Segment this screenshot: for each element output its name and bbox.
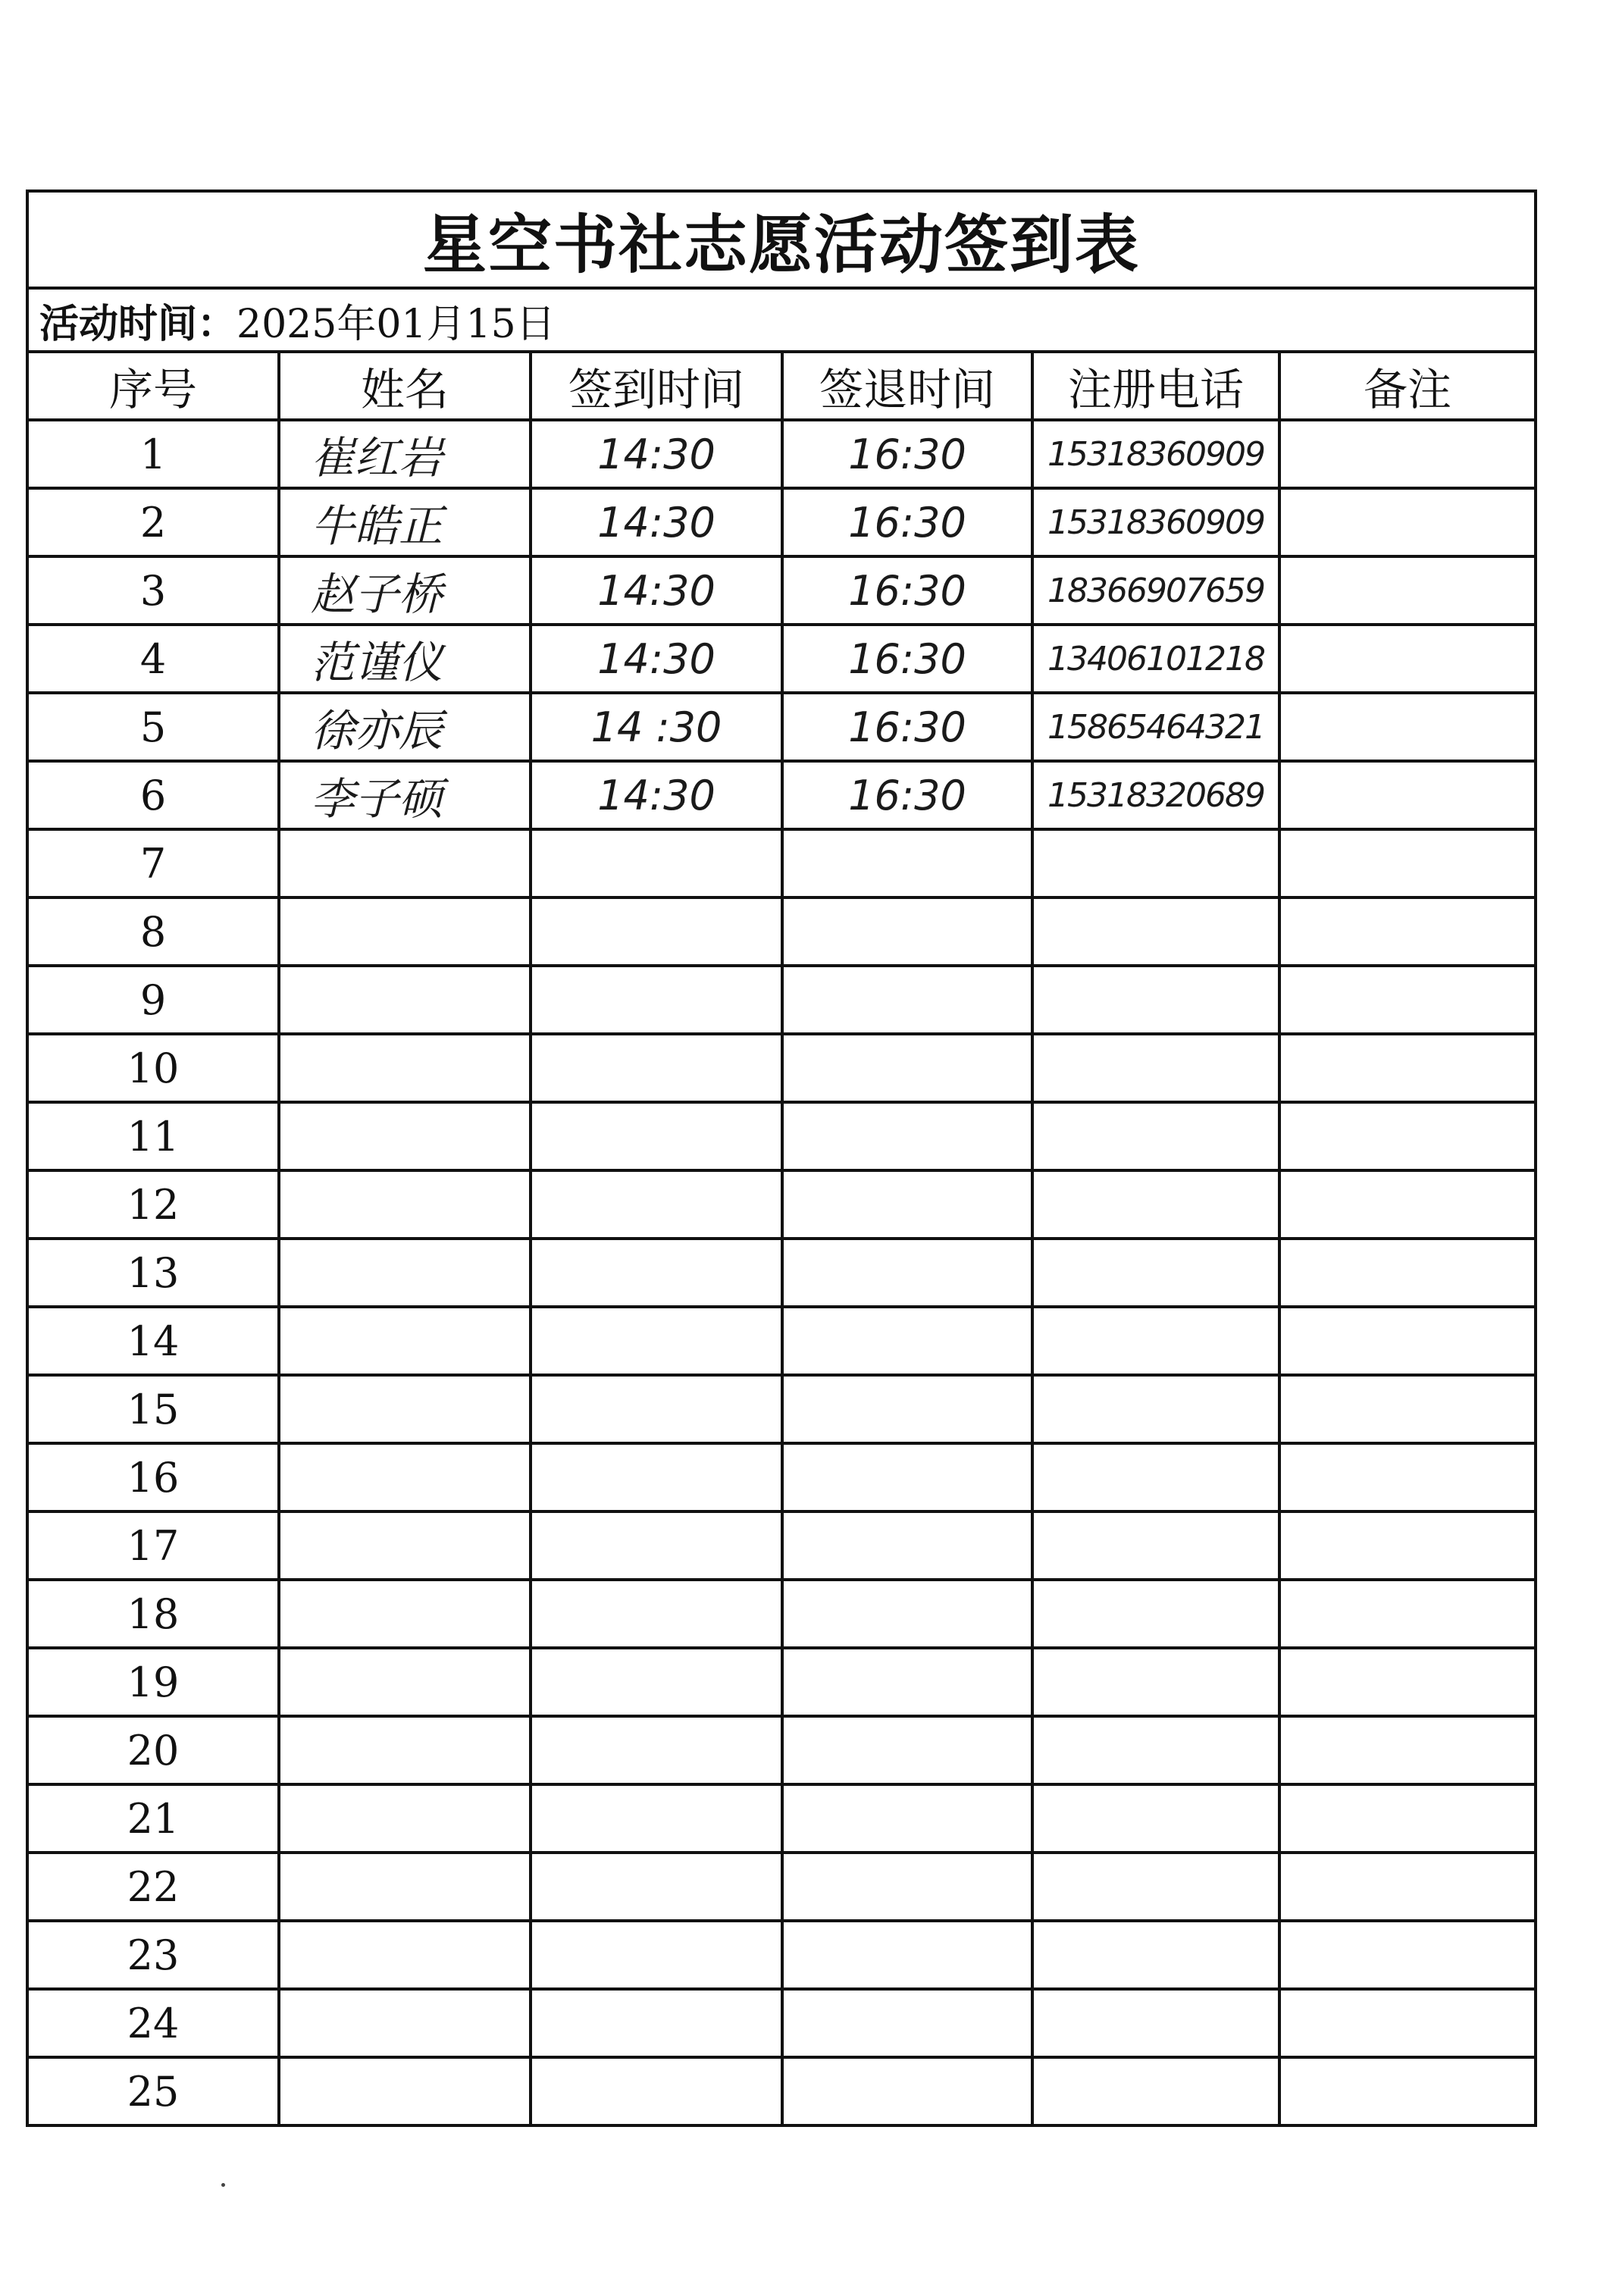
row-name: 范谨仪 <box>279 625 531 693</box>
row-name <box>279 1853 531 1921</box>
row-number: 10 <box>27 1034 279 1102</box>
row-name <box>279 1989 531 2057</box>
row-sign-out-time: 16:30 <box>782 625 1032 693</box>
sign-in-sheet-table <box>26 190 1537 2127</box>
row-sign-in-time <box>531 1170 782 1239</box>
row-sign-out-time <box>782 1102 1032 1170</box>
row-note <box>1279 2057 1536 2125</box>
row-name: 李子硕 <box>279 761 531 829</box>
row-name <box>279 1580 531 1648</box>
row-note <box>1279 1716 1536 1784</box>
row-name <box>279 966 531 1034</box>
row-sign-out-time <box>782 2057 1032 2125</box>
row-name: 徐亦辰 <box>279 693 531 761</box>
activity-date-value: 2025年01月15日 <box>236 301 556 347</box>
row-sign-out-time <box>782 1648 1032 1716</box>
row-phone <box>1032 1580 1279 1648</box>
row-phone: 18366907659 <box>1032 556 1279 625</box>
row-number: 9 <box>27 966 279 1034</box>
row-phone <box>1032 1784 1279 1853</box>
table-body <box>27 420 1536 2125</box>
row-phone <box>1032 1716 1279 1784</box>
row-number: 24 <box>27 1989 279 2057</box>
row-name <box>279 1102 531 1170</box>
row-name <box>279 1034 531 1102</box>
row-number: 23 <box>27 1921 279 1989</box>
table-row <box>27 897 1536 966</box>
row-phone <box>1032 1034 1279 1102</box>
row-sign-in-time <box>531 1443 782 1511</box>
row-name <box>279 1716 531 1784</box>
row-sign-in-time: 14:30 <box>531 625 782 693</box>
row-number: 2 <box>27 488 279 556</box>
row-note <box>1279 1034 1536 1102</box>
header-sign-in-time: 签到时间 <box>531 352 782 420</box>
table-row <box>27 1034 1536 1102</box>
table-row <box>27 1989 1536 2057</box>
row-name <box>279 2057 531 2125</box>
table-row <box>27 1511 1536 1580</box>
table-row <box>27 1716 1536 1784</box>
activity-date-label: 活动时间： <box>39 300 237 347</box>
row-note <box>1279 1784 1536 1853</box>
row-number: 16 <box>27 1443 279 1511</box>
row-sign-in-time <box>531 1648 782 1716</box>
table-row <box>27 1853 1536 1921</box>
row-number: 19 <box>27 1648 279 1716</box>
header-number: 序号 <box>27 352 279 420</box>
row-number: 3 <box>27 556 279 625</box>
row-number: 22 <box>27 1853 279 1921</box>
row-sign-in-time: 14:30 <box>531 420 782 488</box>
row-note <box>1279 1239 1536 1307</box>
row-phone <box>1032 1307 1279 1375</box>
header-name: 姓名 <box>279 352 531 420</box>
row-phone <box>1032 829 1279 897</box>
row-sign-out-time <box>782 1170 1032 1239</box>
row-phone: 15318360909 <box>1032 488 1279 556</box>
table-row <box>27 693 1536 761</box>
row-note <box>1279 1853 1536 1921</box>
row-name <box>279 829 531 897</box>
row-phone <box>1032 1853 1279 1921</box>
row-sign-out-time <box>782 897 1032 966</box>
row-note <box>1279 1307 1536 1375</box>
row-number: 15 <box>27 1375 279 1443</box>
row-sign-in-time: 14:30 <box>531 556 782 625</box>
row-sign-out-time: 16:30 <box>782 420 1032 488</box>
row-note <box>1279 1375 1536 1443</box>
row-phone <box>1032 2057 1279 2125</box>
row-note <box>1279 420 1536 488</box>
row-note <box>1279 1580 1536 1648</box>
table-row <box>27 556 1536 625</box>
row-name <box>279 1921 531 1989</box>
table-row <box>27 420 1536 488</box>
row-phone: 13406101218 <box>1032 625 1279 693</box>
row-name <box>279 1375 531 1443</box>
row-number: 11 <box>27 1102 279 1170</box>
row-number: 7 <box>27 829 279 897</box>
row-note <box>1279 1102 1536 1170</box>
row-number: 1 <box>27 420 279 488</box>
row-sign-in-time <box>531 1921 782 1989</box>
row-sign-out-time <box>782 1921 1032 1989</box>
row-note <box>1279 1443 1536 1511</box>
table-row <box>27 1375 1536 1443</box>
row-sign-out-time <box>782 1034 1032 1102</box>
row-note <box>1279 966 1536 1034</box>
row-name: 赵子桥 <box>279 556 531 625</box>
row-sign-in-time <box>531 1784 782 1853</box>
row-name: 牛皓正 <box>279 488 531 556</box>
row-sign-out-time: 16:30 <box>782 488 1032 556</box>
row-note <box>1279 1921 1536 1989</box>
row-sign-out-time <box>782 1989 1032 2057</box>
row-sign-out-time: 16:30 <box>782 556 1032 625</box>
row-sign-out-time <box>782 1580 1032 1648</box>
row-sign-in-time <box>531 1034 782 1102</box>
row-name <box>279 1239 531 1307</box>
table-row <box>27 2057 1536 2125</box>
row-note <box>1279 488 1536 556</box>
row-number: 18 <box>27 1580 279 1648</box>
date-row <box>27 288 1536 352</box>
row-sign-out-time: 16:30 <box>782 761 1032 829</box>
row-number: 21 <box>27 1784 279 1853</box>
row-phone <box>1032 1239 1279 1307</box>
table-row <box>27 625 1536 693</box>
row-sign-in-time <box>531 1989 782 2057</box>
table-row <box>27 1648 1536 1716</box>
row-sign-in-time <box>531 1511 782 1580</box>
row-note <box>1279 897 1536 966</box>
row-phone <box>1032 1102 1279 1170</box>
row-sign-in-time: 14 :30 <box>531 693 782 761</box>
row-name <box>279 1784 531 1853</box>
row-note <box>1279 829 1536 897</box>
row-sign-out-time <box>782 966 1032 1034</box>
row-number: 25 <box>27 2057 279 2125</box>
row-sign-in-time <box>531 1307 782 1375</box>
row-sign-in-time <box>531 1375 782 1443</box>
header-sign-out-time: 签退时间 <box>782 352 1032 420</box>
row-note <box>1279 693 1536 761</box>
table-row <box>27 1102 1536 1170</box>
row-phone <box>1032 1170 1279 1239</box>
row-name <box>279 1307 531 1375</box>
row-phone <box>1032 1989 1279 2057</box>
table-row <box>27 1784 1536 1853</box>
row-sign-out-time <box>782 1239 1032 1307</box>
table-row <box>27 1580 1536 1648</box>
row-phone <box>1032 1375 1279 1443</box>
row-number: 17 <box>27 1511 279 1580</box>
row-name <box>279 1443 531 1511</box>
row-note <box>1279 1170 1536 1239</box>
row-phone <box>1032 966 1279 1034</box>
row-sign-in-time <box>531 1716 782 1784</box>
row-sign-out-time <box>782 1716 1032 1784</box>
row-sign-in-time <box>531 897 782 966</box>
row-sign-out-time <box>782 1443 1032 1511</box>
row-sign-out-time <box>782 1307 1032 1375</box>
row-phone <box>1032 1921 1279 1989</box>
row-number: 13 <box>27 1239 279 1307</box>
row-phone <box>1032 1648 1279 1716</box>
row-sign-in-time: 14:30 <box>531 761 782 829</box>
row-sign-out-time <box>782 829 1032 897</box>
row-phone: 15318320689 <box>1032 761 1279 829</box>
header-phone: 注册电话 <box>1032 352 1279 420</box>
title-row <box>27 191 1536 288</box>
row-note <box>1279 625 1536 693</box>
table-row <box>27 1443 1536 1511</box>
table-row <box>27 966 1536 1034</box>
sheet-title: 星空书社志愿活动签到表 <box>27 191 1536 288</box>
row-sign-in-time <box>531 1239 782 1307</box>
row-number: 12 <box>27 1170 279 1239</box>
header-row <box>27 352 1536 420</box>
row-sign-in-time <box>531 1580 782 1648</box>
row-name <box>279 897 531 966</box>
row-phone <box>1032 1511 1279 1580</box>
row-sign-out-time: 16:30 <box>782 693 1032 761</box>
row-sign-in-time <box>531 1853 782 1921</box>
row-number: 4 <box>27 625 279 693</box>
row-sign-in-time: 14:30 <box>531 488 782 556</box>
row-number: 6 <box>27 761 279 829</box>
activity-date <box>27 288 1536 352</box>
row-phone: 15865464321 <box>1032 693 1279 761</box>
table-row <box>27 761 1536 829</box>
row-number: 20 <box>27 1716 279 1784</box>
row-number: 5 <box>27 693 279 761</box>
table-row <box>27 1239 1536 1307</box>
row-phone: 15318360909 <box>1032 420 1279 488</box>
table-row <box>27 488 1536 556</box>
header-note: 备注 <box>1279 352 1536 420</box>
row-sign-out-time <box>782 1375 1032 1443</box>
speck-mark <box>221 2183 225 2187</box>
row-sign-out-time <box>782 1853 1032 1921</box>
row-name <box>279 1170 531 1239</box>
row-sign-in-time <box>531 1102 782 1170</box>
row-sign-in-time <box>531 829 782 897</box>
row-number: 14 <box>27 1307 279 1375</box>
row-phone <box>1032 897 1279 966</box>
table-row <box>27 1170 1536 1239</box>
row-note <box>1279 556 1536 625</box>
row-note <box>1279 1648 1536 1716</box>
row-number: 8 <box>27 897 279 966</box>
table-row <box>27 829 1536 897</box>
row-note <box>1279 1511 1536 1580</box>
row-sign-in-time <box>531 2057 782 2125</box>
row-sign-out-time <box>782 1511 1032 1580</box>
row-name <box>279 1648 531 1716</box>
row-name: 崔红岩 <box>279 420 531 488</box>
row-name <box>279 1511 531 1580</box>
row-phone <box>1032 1443 1279 1511</box>
row-sign-out-time <box>782 1784 1032 1853</box>
row-sign-in-time <box>531 966 782 1034</box>
table-row <box>27 1307 1536 1375</box>
table-row <box>27 1921 1536 1989</box>
row-note <box>1279 1989 1536 2057</box>
row-note <box>1279 761 1536 829</box>
